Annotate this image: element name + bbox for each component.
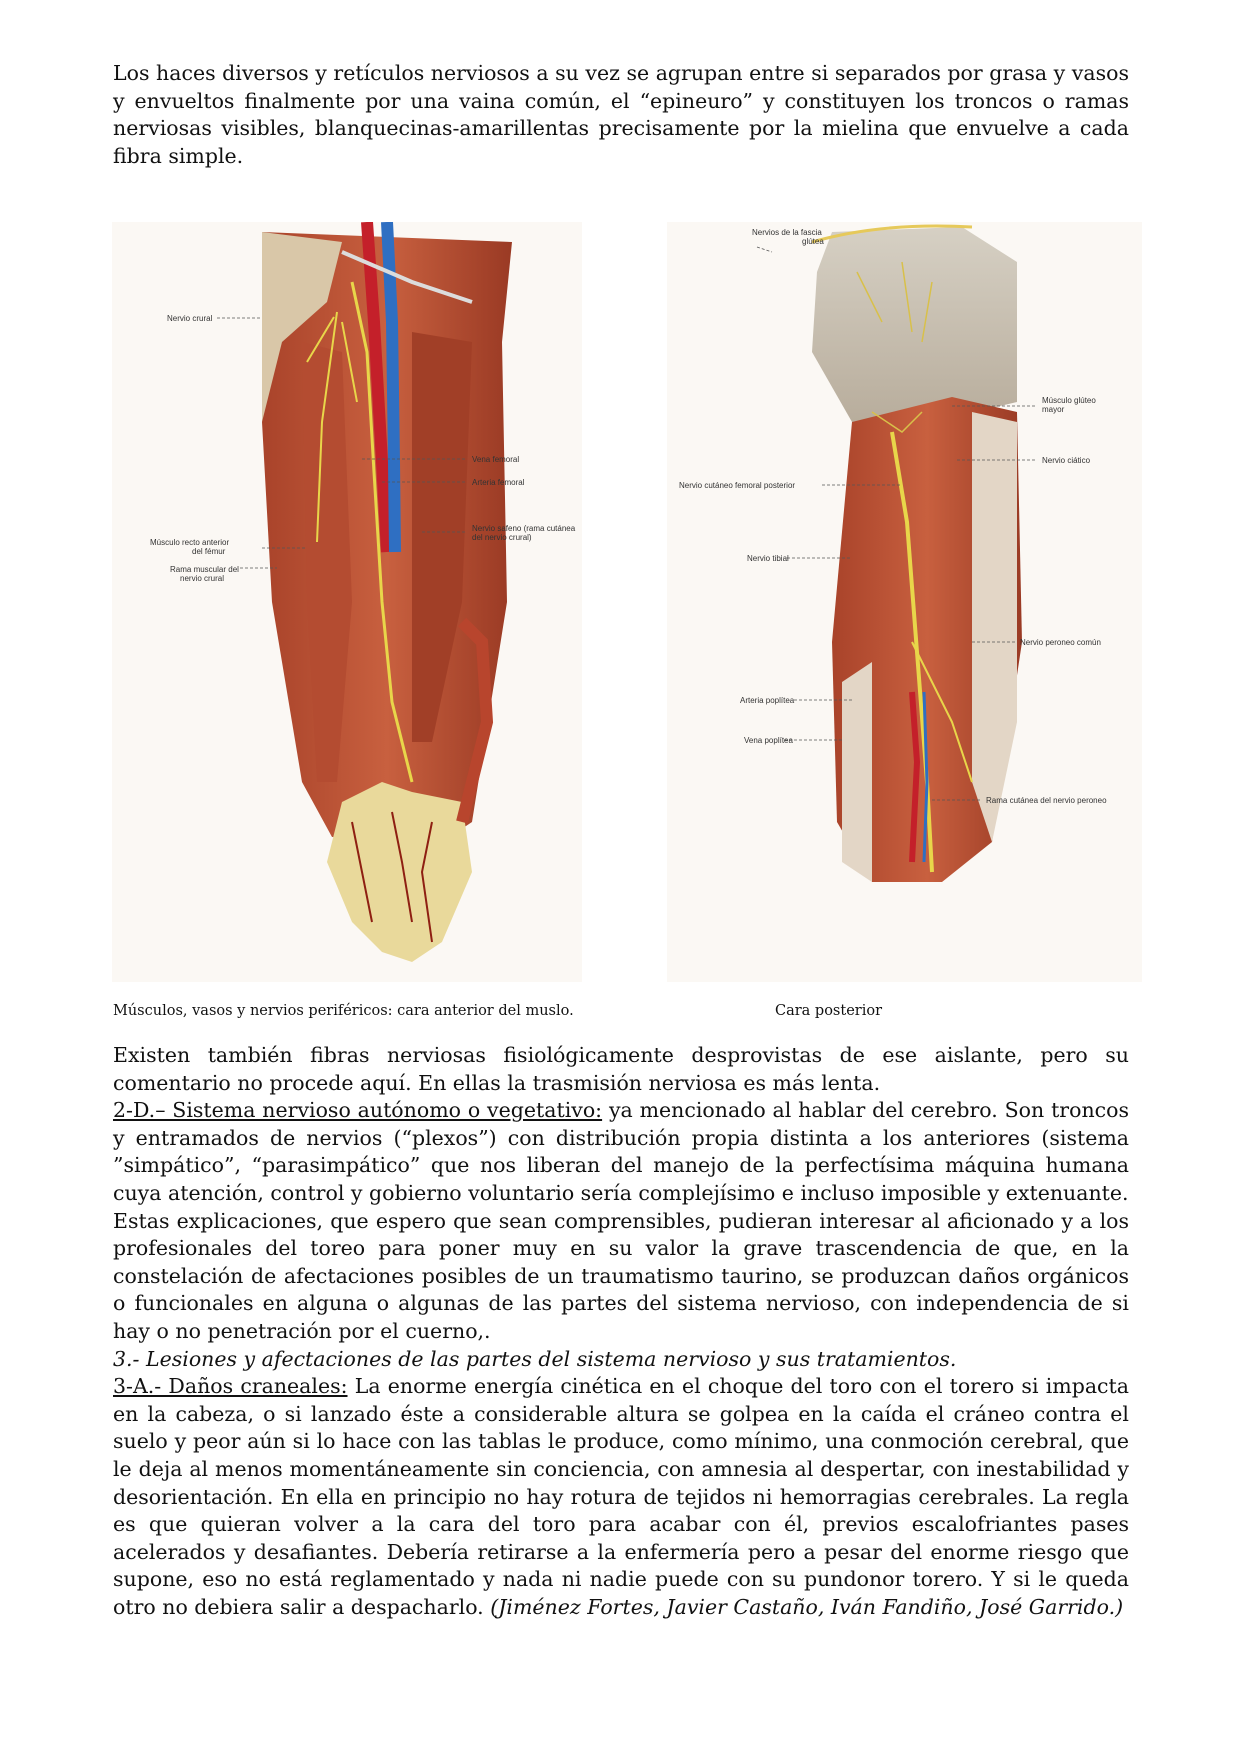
label-cutaneo-femoral: Nervio cutáneo femoral posterior	[679, 481, 796, 490]
label-peroneo-comun: Nervio peroneo común	[1020, 638, 1101, 647]
label-gluteo-mayor: Músculo glúteo	[1042, 396, 1096, 405]
posterior-thigh-illustration	[667, 222, 1142, 982]
paragraph-fibras: Existen también fibras nerviosas fisiológicamente desprovistas de ese aislante, pero su comentario no procede aquí. En ellas la trasmisión nerviosa es más lenta.	[113, 1043, 1129, 1095]
label-recto-anterior: Músculo recto anterior	[150, 538, 230, 547]
intro-paragraph: Los haces diversos y retículos nerviosos a su vez se agrupan entre si separados por grasa y vasos y envueltos finalmente por una vaina común, el “epineuro” y constituyen los troncos o ramas nerviosas visibles, blanquecinas-amarillentas precisamente por la mielina que envuelve a cada fibra simple.	[113, 61, 1129, 168]
body-text	[113, 1042, 1129, 1621]
label-rama-muscular: Rama muscular del	[170, 565, 239, 574]
heading-sistema-autonomo: 2-D.– Sistema nervioso autónomo o vegetativo:	[113, 1098, 603, 1123]
anatomy-figure	[112, 222, 1142, 982]
label-nervio-safeno-2: del nervio crural)	[472, 533, 532, 542]
label-arteria-poplitea: Arteria poplítea	[740, 696, 795, 705]
section-title: 3.- Lesiones y afectaciones de las partes del sistema nervioso y sus tratamientos.	[113, 1346, 957, 1371]
label-arteria-femoral: Arteria femoral	[472, 478, 525, 487]
text-sistema-autonomo: ya mencionado al hablar del cerebro. Son troncos y entramados de nervios (“plexos”) con distribución propia distinta a los anteriores (sistema ”simpático”, “parasimpático” que nos liberan del manejo de la perfectísima máquina humana cuya atención, control y gobierno voluntario sería complejísimo e incluso imposible y extenuante.	[113, 1098, 1129, 1205]
label-nervios-fascia: Nervios de la fascia	[752, 228, 822, 237]
paragraph-explicaciones: Estas explicaciones, que espero que sean comprensibles, pudieran interesar al aficionado y a los profesionales del toreo para poner muy en su valor la grave trascendencia de que, en la constelación de afectaciones posibles de un traumatismo taurino, se produzcan daños orgánicos o funcionales en alguna o algunas de las partes del sistema nervioso, con independencia de si hay o no penetración por el cuerno,.	[113, 1208, 1129, 1343]
label-vena-poplitea: Vena poplítea	[744, 736, 793, 745]
label-recto-anterior-2: del fémur	[192, 547, 226, 556]
paragraph-sistema-autonomo	[113, 1097, 1129, 1207]
label-nervio-ciatico: Nervio ciático	[1042, 456, 1091, 465]
label-rama-cutanea-peroneo: Rama cutánea del nervio peroneo	[986, 796, 1107, 805]
label-vena-femoral: Vena femoral	[472, 455, 520, 464]
label-nervio-crural: Nervio crural	[167, 314, 213, 323]
paragraph-danos-craneales	[113, 1373, 1129, 1621]
label-gluteo-mayor-2: mayor	[1042, 405, 1065, 414]
figure-caption-left: Músculos, vasos y nervios periféricos: cara anterior del muslo.	[113, 1003, 574, 1019]
heading-danos-craneales: 3-A.- Daños craneales:	[113, 1374, 348, 1399]
toreros-names: (Jiménez Fortes, Javier Castaño, Iván Fandiño, José Garrido.)	[490, 1594, 1124, 1619]
label-nervio-tibial: Nervio tibial	[747, 554, 789, 563]
figure-caption-right: Cara posterior	[775, 1003, 883, 1019]
label-nervios-fascia-2: glútea	[802, 237, 824, 246]
text-danos-craneales: La enorme energía cinética en el choque del toro con el torero si impacta en la cabeza, o si lanzado éste a considerable altura se golpea en la caída el cráneo contra el suelo y peor aún si lo hace con las tablas le produce, como mínimo, una conmoción cerebral, que le deja al menos momentáneamente sin conciencia, con amnesia al despertar, con inestabilidad y desorientación. En ella en principio no hay rotura de tejidos ni hemorragias cerebrales. La regla es que quieran volver a la cara del toro para acabar con él, previos escalofriantes pases acelerados y desafiantes. Debería retirarse a la enfermería pero a pesar del enorme riesgo que supone, eso no está reglamentado y nada ni nadie puede con su pundonor torero. Y si le queda otro no debiera salir a despacharlo.	[113, 1374, 1129, 1619]
label-rama-muscular-2: nervio crural	[180, 574, 225, 583]
label-nervio-safeno: Nervio safeno (rama cutánea	[472, 524, 576, 533]
anterior-thigh-illustration	[112, 222, 582, 982]
